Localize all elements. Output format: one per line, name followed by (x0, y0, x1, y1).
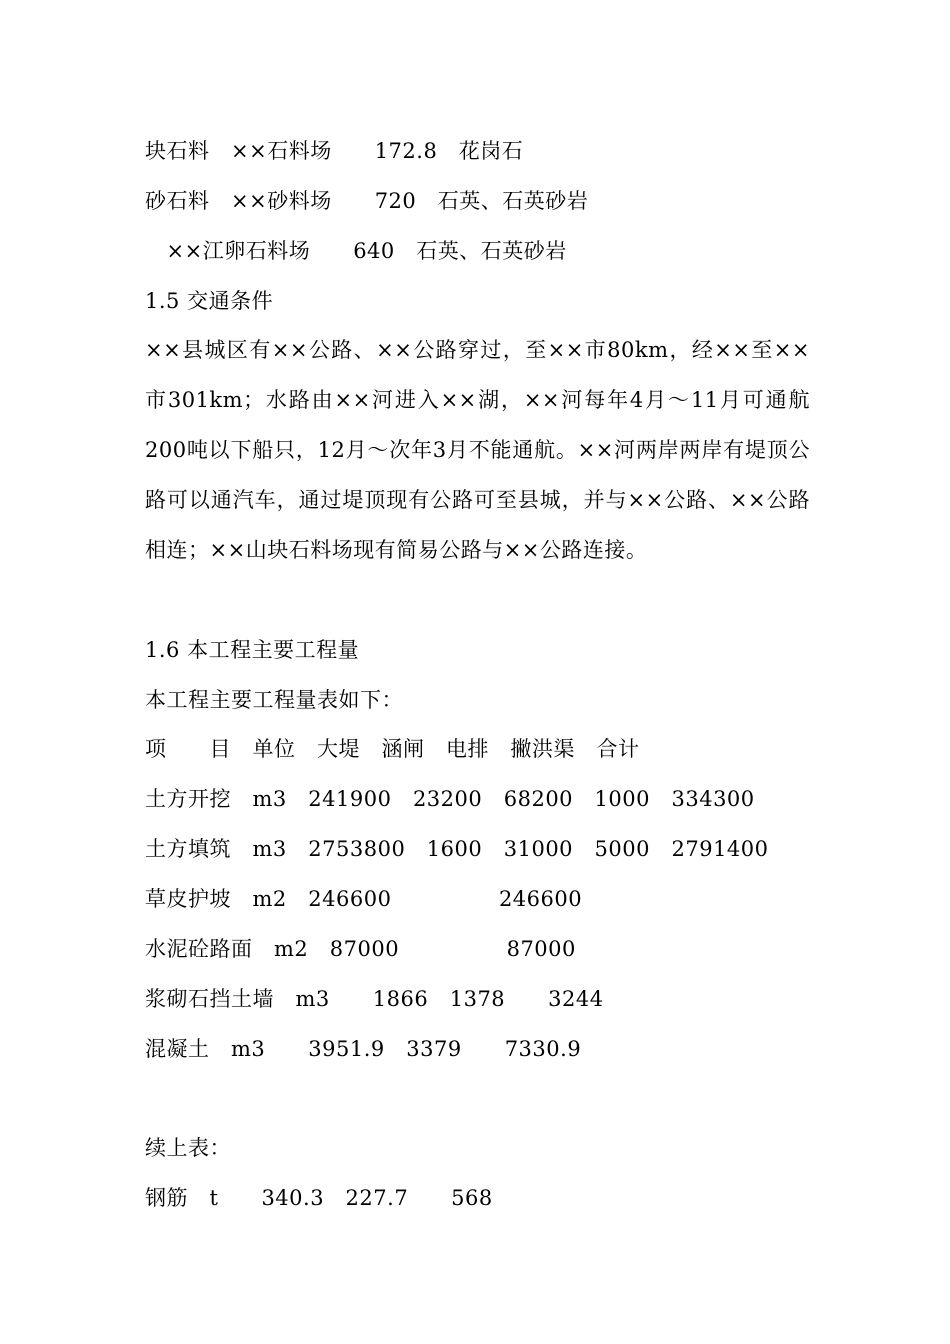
table-header-row: 项 目 单位 大堤 涵闸 电排 撇洪渠 合计 (145, 737, 640, 761)
material-line-block-stone: 块石料 ××石料场 172.8 花岗石 (145, 139, 524, 163)
table-row: 水泥砼路面 m2 87000 87000 (145, 937, 576, 961)
section-heading-traffic: 1.5 交通条件 (145, 289, 274, 313)
material-line-pebble: ××江卵石料场 640 石英、石英砂岩 (145, 239, 567, 263)
table-row: 混凝土 m3 3951.9 3379 7330.9 (145, 1037, 582, 1061)
continued-table-label: 续上表： (145, 1136, 231, 1160)
table-row: 土方填筑 m3 2753800 1600 31000 5000 2791400 (145, 837, 769, 861)
traffic-paragraph: ××县城区有××公路、××公路穿过，至××市80km，经××至××市301km；水路由××河进入××湖，××河每年4月～11月可通航200吨以下船只，12月～次年3月不能通航。××河两岸两岸有堤顶公路可以通汽车，通过堤顶现有公路可至县城，并与××公路、××公路相连；××山块石料场现有简易公路与××公路连接。 (145, 338, 810, 562)
quantities-intro: 本工程主要工程量表如下： (145, 688, 403, 712)
section-heading-quantities: 1.6 本工程主要工程量 (145, 638, 360, 662)
table-row: 浆砌石挡土墙 m3 1866 1378 3244 (145, 987, 604, 1011)
material-line-sand: 砂石料 ××砂料场 720 石英、石英砂岩 (145, 189, 589, 213)
table-row: 钢筋 t 340.3 227.7 568 (145, 1186, 493, 1210)
table-row: 土方开挖 m3 241900 23200 68200 1000 334300 (145, 787, 755, 811)
table-row: 草皮护坡 m2 246600 246600 (145, 887, 583, 911)
